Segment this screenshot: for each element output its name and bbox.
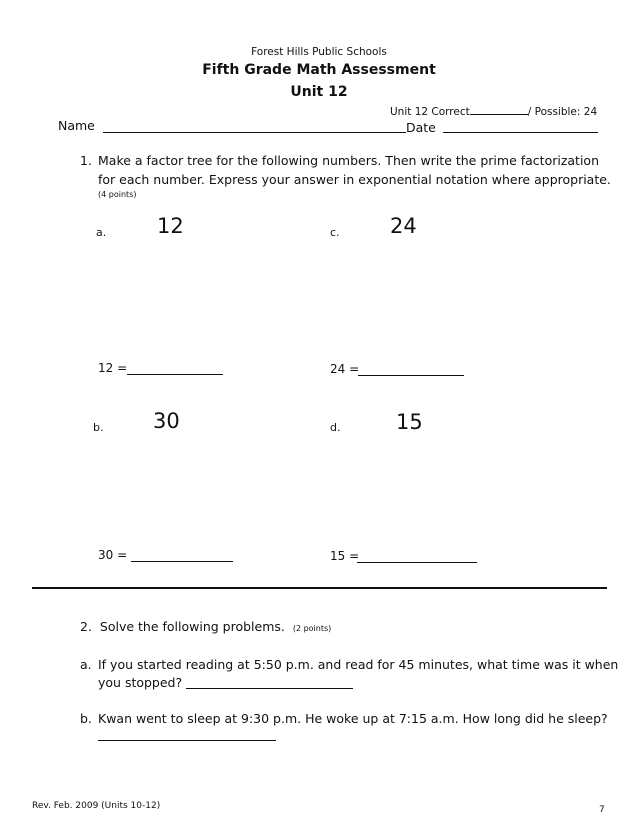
page-number: 7 — [599, 805, 605, 815]
q1-text-line1: Make a factor tree for the following numbers. Then write the prime factorization — [98, 153, 599, 168]
q1-item-b-answer-field[interactable] — [131, 561, 233, 562]
q1-number: 1. — [80, 153, 92, 168]
q1-item-c-answer-label: 24 = — [330, 362, 360, 376]
q1-item-c-answer-field[interactable] — [358, 375, 464, 376]
q1-item-c-label: c. — [330, 226, 340, 239]
q2-b-label: b. — [80, 711, 92, 726]
name-label: Name — [58, 118, 95, 133]
q1-points: (4 points) — [98, 190, 137, 199]
section-divider — [32, 587, 607, 589]
date-label: Date — [406, 120, 436, 135]
q1-text-line2: for each number. Express your answer in exponential notation where appropriate. — [98, 172, 611, 187]
score-possible-label: / Possible: — [527, 106, 581, 118]
q2-instructions: Solve the following problems. — [99, 619, 285, 634]
q2-points: (2 points) — [292, 624, 332, 633]
score-possible-value: 24 — [583, 106, 598, 118]
score-correct-blank[interactable] — [470, 104, 528, 115]
q1-item-a-label: a. — [96, 226, 107, 239]
q1-item-a-number: 12 — [157, 214, 184, 238]
q1-item-a-answer-label: 12 = — [98, 361, 128, 375]
q1-item-d-number: 15 — [396, 410, 423, 434]
q1-item-a-answer-field[interactable] — [127, 374, 223, 375]
footer-revision: Rev. Feb. 2009 (Units 10-12) — [32, 801, 161, 811]
q2-text — [80, 619, 331, 634]
q2-a-line1: If you started reading at 5:50 p.m. and read for 45 minutes, what time was it when — [98, 657, 619, 672]
q1-item-d-label: d. — [330, 421, 341, 434]
q2-a-line2: you stopped? — [98, 675, 183, 690]
school-name: Forest Hills Public Schools — [251, 46, 387, 58]
q1-item-b-answer-label: 30 = — [98, 548, 128, 562]
q1-item-d-answer-label: 15 = — [330, 549, 360, 563]
q2-number: 2. — [80, 619, 92, 634]
q2-b-answer-field[interactable] — [98, 740, 276, 741]
q1-item-b-number: 30 — [153, 409, 180, 433]
q2-a-label: a. — [80, 657, 92, 672]
name-field[interactable] — [103, 132, 406, 133]
date-field[interactable] — [443, 132, 598, 133]
score-correct-label: Unit 12 Correct — [390, 106, 470, 118]
page-title: Fifth Grade Math Assessment — [202, 62, 436, 78]
score-box — [390, 104, 597, 118]
q1-item-c-number: 24 — [390, 214, 417, 238]
q1-item-d-answer-field[interactable] — [357, 562, 477, 563]
q2-a-answer-field[interactable] — [186, 688, 353, 689]
q2-b-line1: Kwan went to sleep at 9:30 p.m. He woke up at 7:15 a.m. How long did he sleep? — [98, 711, 608, 726]
q1-item-b-label: b. — [93, 421, 104, 434]
unit-title: Unit 12 — [290, 84, 348, 100]
